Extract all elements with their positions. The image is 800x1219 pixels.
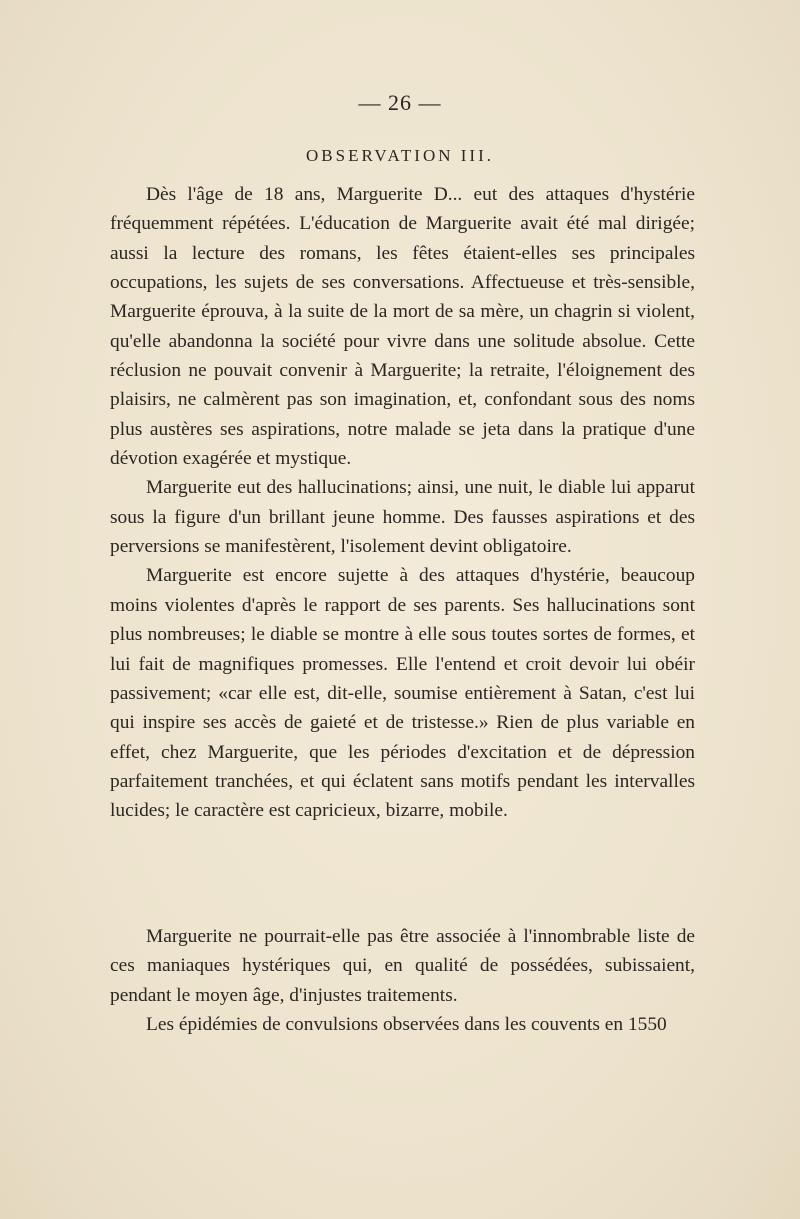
paragraph: Les épidémies de convulsions observées dans les couvents en 1550 (146, 1014, 667, 1036)
paragraph: Dès l'âge de 18 ans, Marguerite D... eut des attaques d'hystérie fréquemment répétées. L'éducation de Marguerite avait été mal dirigée; aussi la lecture des romans, les fêtes étaient-elles ses principales occupations, les sujets de ses conversations. Affectueuse et très-sensible, Marguerite éprouva, à la suite de la mort de sa mère, un chagrin si violent, qu'elle abandonna la société pour vivre dans une solitude absolue. Cette réclusion ne pouvait convenir à Marguerite; la retraite, l'éloignement des plaisirs, ne calmèrent pas son imagination, et, confondant sous des noms plus austères ses aspirations, notre malade se jeta dans la pratique d'une dévotion exagérée et mystique. (110, 184, 695, 470)
paragraph: Marguerite est encore sujette à des attaques d'hystérie, beaucoup moins violentes d'après le rapport de ses parents. Ses hallucinations sont plus nombreuses; le diable se montre à elle sous toutes sortes de formes, et lui fait de magnifiques promesses. Elle l'entend et croit devoir lui obéir passivement; «car elle est, dit-elle, soumise entièrement à Satan, c'est lui qui inspire ses accès de gaieté et de tristesse.» Rien de plus variable en effet, chez Marguerite, que les périodes d'excitation et de dépression parfaitement tranchées, et qui éclatent sans motifs pendant les intervalles lucides; le caractère est capricieux, bizarre, mobile. (110, 565, 695, 822)
section-title: OBSERVATION III. (306, 146, 494, 165)
body-text-block-1 (110, 180, 695, 826)
paragraph: Marguerite eut des hallucinations; ainsi, une nuit, le diable lui apparut sous la figure d'un brillant jeune homme. Des fausses aspirations et des perversions se manifestèrent, l'isolement devint obligatoire. (110, 477, 695, 558)
body-text-block-2 (110, 922, 695, 1039)
page-number: — 26 — (358, 90, 442, 115)
paragraph: Marguerite ne pourrait-elle pas être associée à l'innombrable liste de ces maniaques hystériques qui, en qualité de possédées, subissaient, pendant le moyen âge, d'injustes traitements. (110, 926, 695, 1006)
